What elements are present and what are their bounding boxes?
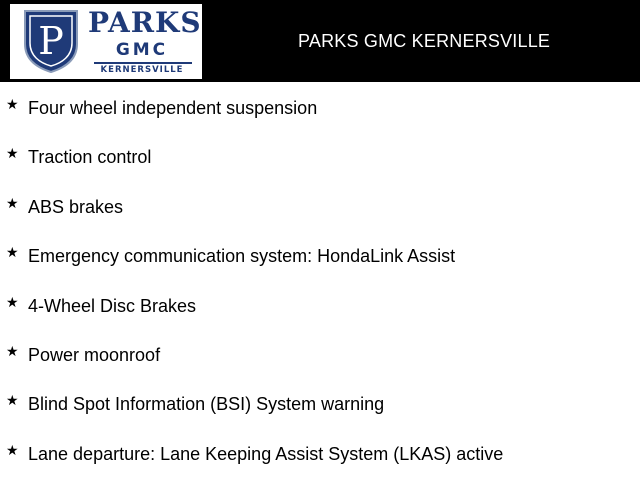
feature-text: Emergency communication system: HondaLink Assist xyxy=(28,246,456,267)
header-bar xyxy=(0,0,640,82)
star-icon: ★ xyxy=(6,392,19,409)
shield-letter: P xyxy=(38,19,64,63)
shield-icon xyxy=(22,8,80,74)
star-icon: ★ xyxy=(6,441,19,458)
star-icon: ★ xyxy=(6,96,19,112)
star-icon: ★ xyxy=(6,342,19,359)
feature-text: Lane departure: Lane Keeping Assist System (LKAS) active xyxy=(28,443,504,464)
list-item xyxy=(0,231,640,280)
feature-text: Traction control xyxy=(28,147,152,168)
list-item xyxy=(0,83,640,132)
list-item xyxy=(0,379,640,428)
list-item xyxy=(0,182,640,231)
logo-brand-sub: GMC xyxy=(115,40,169,60)
feature-text: Power moonroof xyxy=(28,344,161,365)
star-icon: ★ xyxy=(6,145,19,162)
list-item xyxy=(0,330,640,379)
logo-divider xyxy=(94,62,192,64)
feature-text: 4-Wheel Disc Brakes xyxy=(28,295,197,316)
list-item xyxy=(0,281,640,330)
feature-list xyxy=(0,83,640,478)
logo-city: KERNERSVILLE xyxy=(100,65,184,75)
star-icon: ★ xyxy=(6,244,19,261)
dealer-title: PARKS GMC KERNERSVILLE xyxy=(298,31,551,51)
feature-text: Four wheel independent suspension xyxy=(28,98,318,118)
feature-text: Blind Spot Information (BSI) System warning xyxy=(28,394,385,415)
logo-brand-name: PARKS xyxy=(88,6,202,39)
star-icon: ★ xyxy=(6,293,19,310)
star-icon: ★ xyxy=(6,194,19,211)
feature-text: ABS brakes xyxy=(28,196,124,217)
list-item xyxy=(0,132,640,181)
dealer-logo[interactable] xyxy=(10,4,202,79)
list-item xyxy=(0,429,640,478)
